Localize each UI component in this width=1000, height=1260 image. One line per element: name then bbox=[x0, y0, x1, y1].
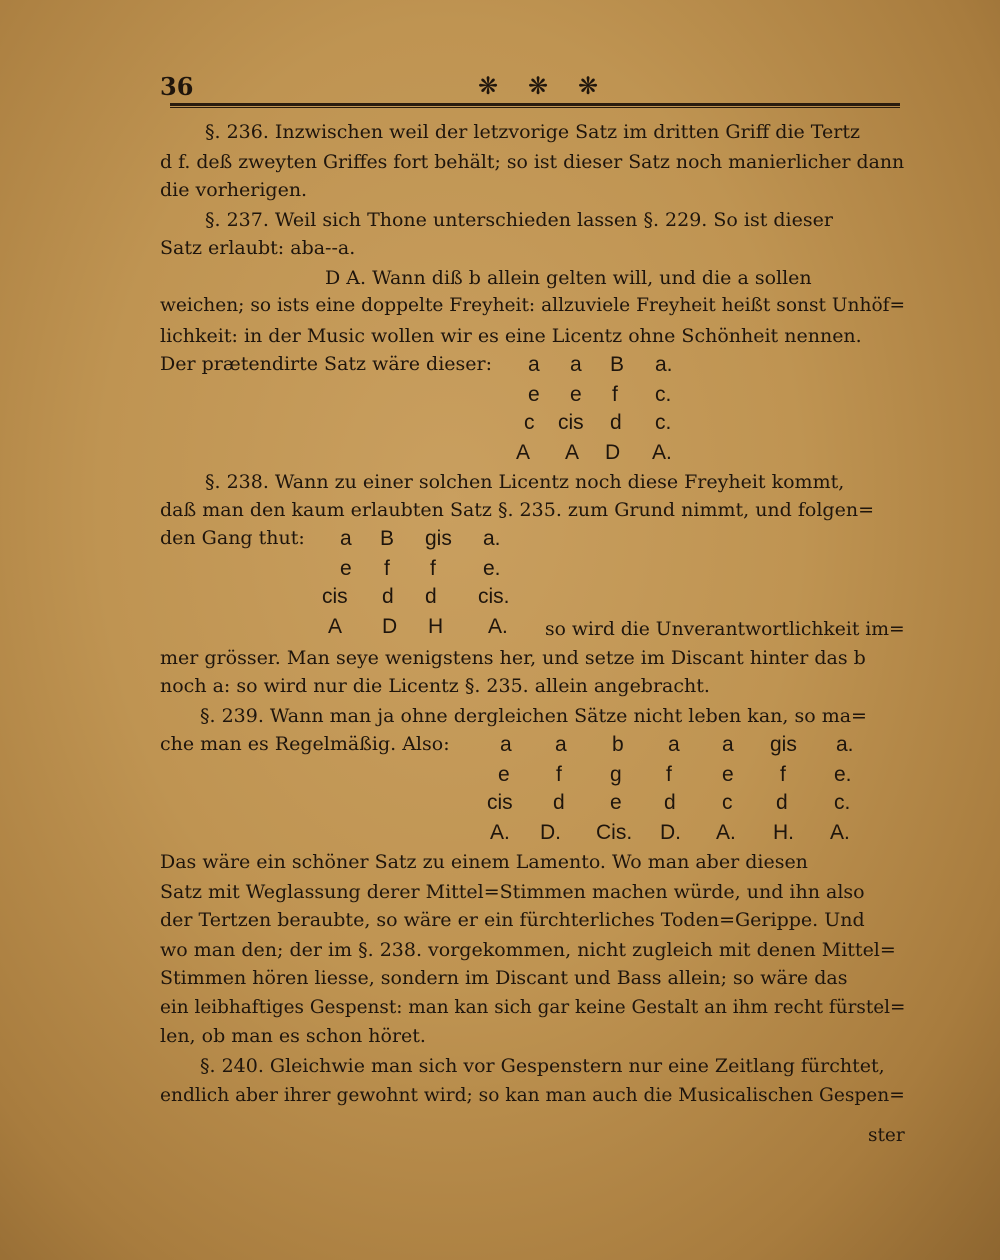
chord-cell: f bbox=[666, 763, 672, 786]
chord-cell: e bbox=[570, 383, 582, 406]
text-line: so wird die Unverantwortlichkeit im= bbox=[545, 619, 905, 640]
page-number: 36 bbox=[160, 72, 194, 101]
chord-cell: c. bbox=[834, 791, 851, 814]
text-line: noch a: so wird nur die Licentz §. 235. allein angebracht. bbox=[160, 675, 710, 697]
chord-cell: a bbox=[555, 733, 567, 756]
catchword: ster bbox=[868, 1125, 905, 1146]
chord-cell: e. bbox=[483, 557, 501, 580]
chord-cell: D bbox=[605, 441, 621, 464]
text-line: Satz mit Weglassung derer Mittel=Stimmen machen würde, und ihn also bbox=[160, 881, 865, 903]
text-line: che man es Regelmäßig. Also: bbox=[160, 733, 450, 755]
chord-cell: A. bbox=[490, 821, 510, 844]
chord-cell: d bbox=[425, 585, 437, 608]
chord-cell: cis. bbox=[478, 585, 510, 608]
chord-cell: e bbox=[498, 763, 510, 786]
text-line: Der prætendirte Satz wäre dieser: bbox=[160, 353, 493, 375]
ornament-icon: ❋ bbox=[578, 72, 599, 100]
chord-cell: A bbox=[516, 441, 531, 464]
text-line: len, ob man es schon höret. bbox=[160, 1025, 426, 1047]
chord-cell: f bbox=[556, 763, 562, 786]
chord-cell: f bbox=[430, 557, 436, 580]
chord-cell: a. bbox=[483, 527, 501, 550]
chord-cell: A. bbox=[830, 821, 850, 844]
chord-cell: cis bbox=[487, 791, 513, 814]
chord-cell: a bbox=[668, 733, 680, 756]
chord-cell: gis bbox=[770, 733, 797, 756]
chord-cell: f bbox=[780, 763, 786, 786]
chord-cell: D bbox=[382, 615, 398, 638]
chord-cell: A. bbox=[488, 615, 508, 638]
text-line: weichen; so ists eine doppelte Freyheit: allzuviele Freyheit heißt sonst Unhöf= bbox=[160, 295, 906, 316]
header-rule-thin bbox=[170, 107, 900, 108]
text-line: Satz erlaubt: aba--a. bbox=[160, 237, 356, 259]
chord-cell: D. bbox=[540, 821, 561, 844]
chord-cell: e. bbox=[834, 763, 852, 786]
text-line: ein leibhaftiges Gespenst: man kan sich gar keine Gestalt an ihm recht fürstel= bbox=[160, 997, 906, 1018]
chord-cell: a bbox=[500, 733, 512, 756]
text-line: der Tertzen beraubte, so wäre er ein fürchterliches Toden=Gerippe. Und bbox=[160, 909, 865, 931]
chord-cell: d bbox=[382, 585, 394, 608]
ornament-icon: ❋ bbox=[478, 72, 499, 100]
chord-cell: Cis. bbox=[596, 821, 633, 844]
chord-cell: e bbox=[340, 557, 352, 580]
chord-cell: B bbox=[380, 527, 395, 550]
header-rule bbox=[170, 103, 900, 106]
chord-cell: H. bbox=[773, 821, 794, 844]
chord-cell: A bbox=[328, 615, 343, 638]
chord-cell: a bbox=[722, 733, 734, 756]
chord-cell: a. bbox=[655, 353, 673, 376]
text-line: endlich aber ihrer gewohnt wird; so kan man auch die Musicalischen Gespen= bbox=[160, 1085, 905, 1106]
chord-cell: a bbox=[528, 353, 540, 376]
chord-cell: a bbox=[340, 527, 352, 550]
text-line: §. 239. Wann man ja ohne dergleichen Sätze nicht leben kan, so ma= bbox=[200, 705, 867, 727]
text-line: daß man den kaum erlaubten Satz §. 235. zum Grund nimmt, und folgen= bbox=[160, 499, 874, 521]
chord-cell: f bbox=[612, 383, 618, 406]
chord-cell: f bbox=[384, 557, 390, 580]
text-line: wo man den; der im §. 238. vorgekommen, nicht zugleich mit denen Mittel= bbox=[160, 939, 896, 961]
chord-cell: c bbox=[722, 791, 733, 814]
text-line: §. 236. Inzwischen weil der letzvorige Satz im dritten Griff die Tertz bbox=[205, 121, 860, 143]
chord-cell: c bbox=[524, 411, 535, 434]
chord-cell: A bbox=[565, 441, 580, 464]
chord-cell: d bbox=[610, 411, 622, 434]
chord-cell: cis bbox=[558, 411, 584, 434]
chord-cell: e bbox=[528, 383, 540, 406]
chord-cell: b bbox=[612, 733, 624, 756]
chord-cell: cis bbox=[322, 585, 348, 608]
text-line: §. 240. Gleichwie man sich vor Gespenstern nur eine Zeitlang fürchtet, bbox=[200, 1055, 885, 1077]
chord-cell: d bbox=[776, 791, 788, 814]
chord-cell: e bbox=[610, 791, 622, 814]
text-line: §. 237. Weil sich Thone unterschieden lassen §. 229. So ist dieser bbox=[205, 209, 833, 231]
text-line: §. 238. Wann zu einer solchen Licentz noch diese Freyheit kommt, bbox=[205, 471, 845, 493]
chord-cell: d bbox=[664, 791, 676, 814]
text-line: mer grösser. Man seye wenigstens her, und setze im Discant hinter das b bbox=[160, 647, 866, 669]
running-head bbox=[160, 68, 900, 108]
chord-cell: H bbox=[428, 615, 444, 638]
chord-cell: a bbox=[570, 353, 582, 376]
text-line: D A. Wann diß b allein gelten will, und die a sollen bbox=[325, 267, 812, 289]
chord-cell: B bbox=[610, 353, 625, 376]
chord-cell: g bbox=[610, 763, 622, 786]
chord-cell: c. bbox=[655, 383, 672, 406]
chord-cell: A. bbox=[652, 441, 672, 464]
text-line: d f. deß zweyten Griffes fort behält; so ist dieser Satz noch manierlicher dann bbox=[160, 151, 905, 173]
ornament-icon: ❋ bbox=[528, 72, 549, 100]
text-line: die vorherigen. bbox=[160, 179, 308, 201]
chord-cell: gis bbox=[425, 527, 452, 550]
chord-cell: d bbox=[553, 791, 565, 814]
text-line: lichkeit: in der Music wollen wir es eine Licentz ohne Schönheit nennen. bbox=[160, 325, 862, 347]
text-line: den Gang thut: bbox=[160, 527, 305, 549]
chord-cell: e bbox=[722, 763, 734, 786]
text-line: Das wäre ein schöner Satz zu einem Lamento. Wo man aber diesen bbox=[160, 851, 808, 873]
chord-cell: a. bbox=[836, 733, 854, 756]
text-line: Stimmen hören liesse, sondern im Discant und Bass allein; so wäre das bbox=[160, 967, 848, 989]
chord-cell: A. bbox=[716, 821, 736, 844]
chord-cell: c. bbox=[655, 411, 672, 434]
chord-cell: D. bbox=[660, 821, 681, 844]
